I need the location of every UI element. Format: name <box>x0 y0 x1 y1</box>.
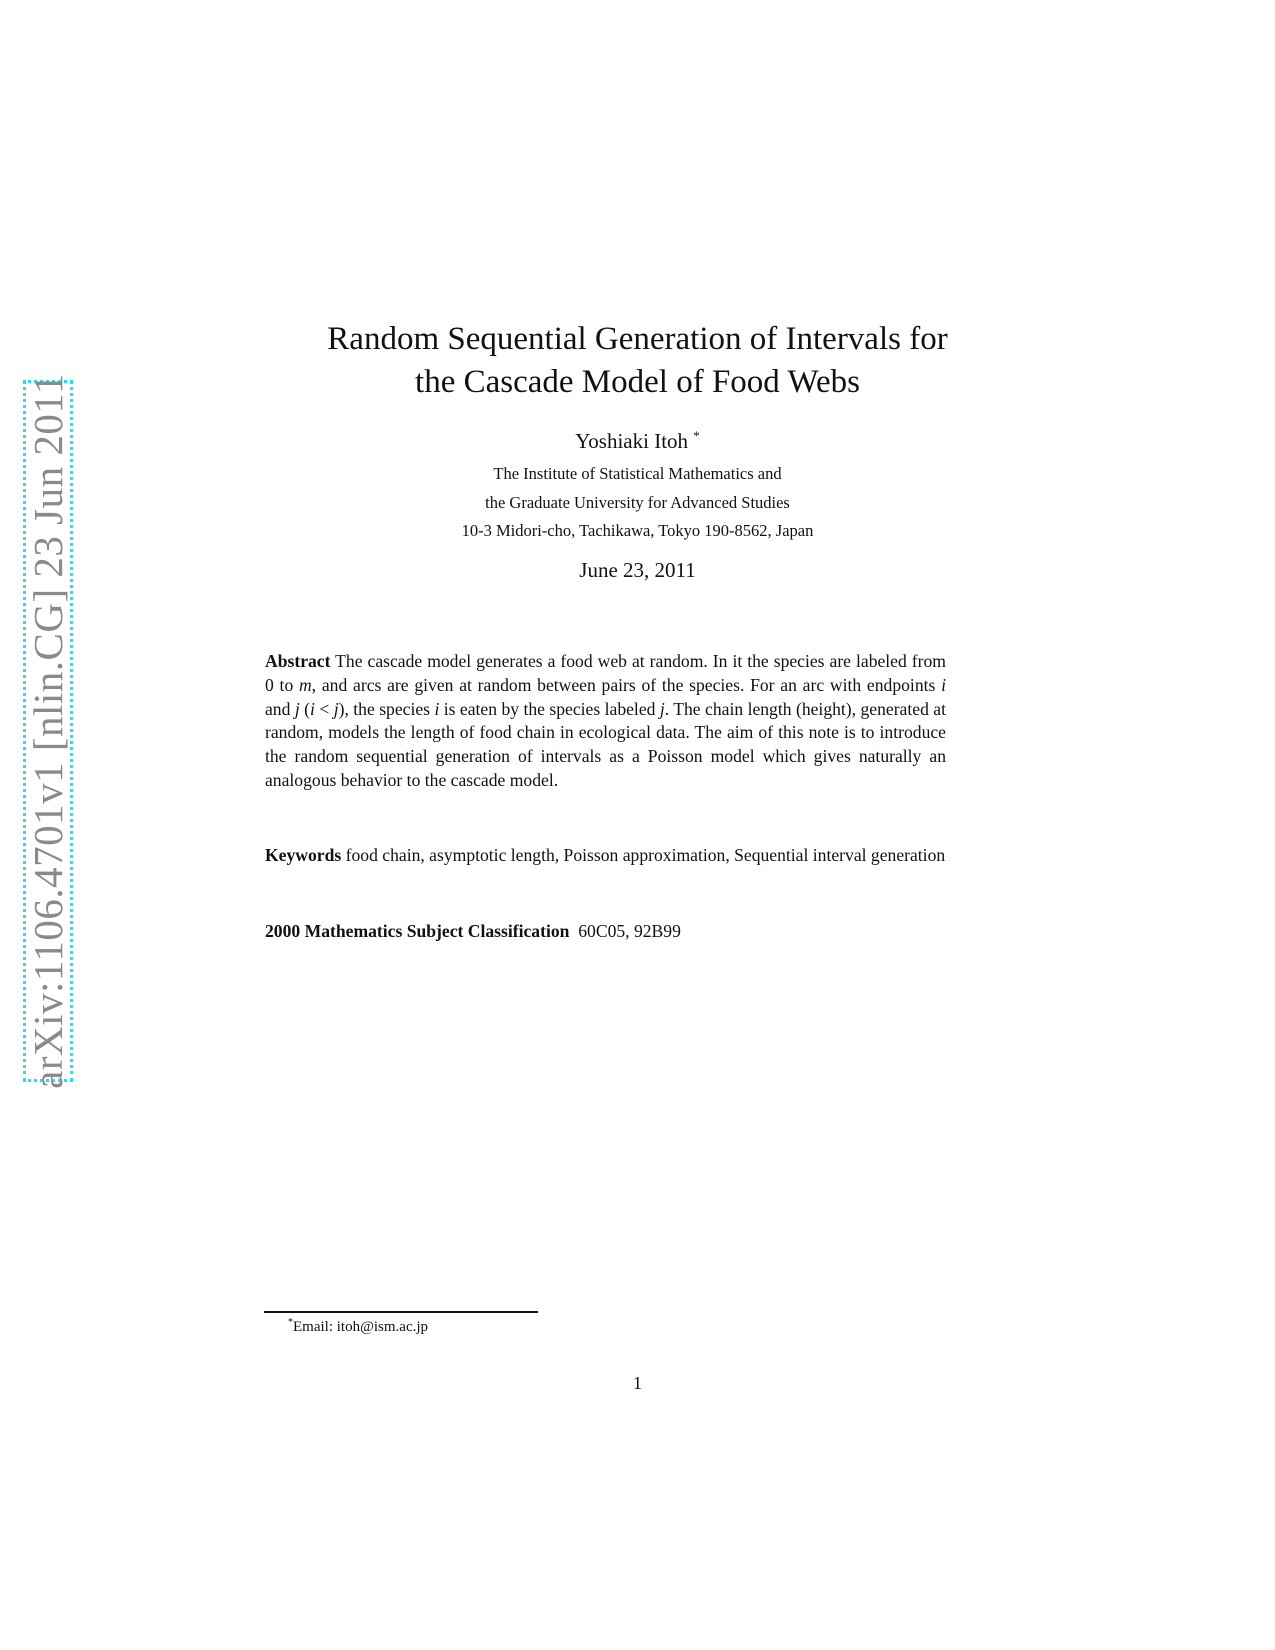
date: June 23, 2011 <box>579 558 696 582</box>
affiliation-line: the Graduate University for Advanced Studies <box>485 492 790 512</box>
math-var: i <box>310 698 315 719</box>
abstract-text: , and arcs are given at random between pairs of the species. For an arc with endpoints <box>311 674 942 695</box>
keywords-text: food chain, asymptotic length, Poisson approximation, Sequential interval generation <box>341 845 946 865</box>
math-var: i <box>941 674 946 695</box>
abstract-text: and <box>265 698 295 719</box>
abstract-text: The cascade model generates a food web at random. In it the species are labeled from 0 to <box>265 651 946 695</box>
affiliation-line: 10-3 Midori-cho, Tachikawa, Tokyo 190-8562, Japan <box>461 521 814 540</box>
abstract <box>265 650 946 793</box>
page-number: 1 <box>633 1373 642 1393</box>
author-footnote-mark: * <box>693 428 700 443</box>
math-var: j <box>294 698 300 719</box>
msc-codes: 60C05, 92B99 <box>578 921 681 941</box>
abstract-text: ( <box>299 698 311 719</box>
arxiv-identifier: arXiv:1106.4701v1 [nlin.CG] 23 Jun 2011 <box>25 373 71 1089</box>
math-var: i <box>434 698 440 719</box>
keywords-label: Keywords <box>265 845 342 865</box>
abstract-text: ), the species <box>338 698 435 719</box>
msc-label: 2000 Mathematics Subject Classification <box>265 921 570 941</box>
math-var: j <box>659 698 665 719</box>
affiliation <box>0 460 1275 546</box>
abstract-label: Abstract <box>265 651 331 671</box>
keywords <box>265 844 946 868</box>
abstract-text: < <box>314 698 334 719</box>
author <box>0 428 1275 454</box>
footnote-rule <box>264 1311 538 1313</box>
subject-classification <box>265 920 946 944</box>
affiliation-line: The Institute of Statistical Mathematics and <box>493 464 782 483</box>
footnote <box>288 1317 428 1336</box>
footnote-email: Email: itoh@ism.ac.jp <box>293 1319 429 1335</box>
paper-title <box>0 318 1275 404</box>
math-var: m <box>299 674 312 695</box>
abstract-text: is eaten by the species labeled <box>439 698 660 719</box>
footnote-mark: * <box>288 1317 293 1328</box>
abstract-text: . The chain length (height), generated at random, models the length of food chain in ecological data. The aim of this note is to introduce the random sequential generation of intervals as a Poisson model which gives naturally an analogous behavior to the cascade model. <box>265 698 946 790</box>
math-var: j <box>333 698 339 719</box>
author-name: Yoshiaki Itoh <box>575 429 689 453</box>
title-line-1: Random Sequential Generation of Intervals for <box>327 321 948 357</box>
title-line-2: the Cascade Model of Food Webs <box>415 364 860 400</box>
